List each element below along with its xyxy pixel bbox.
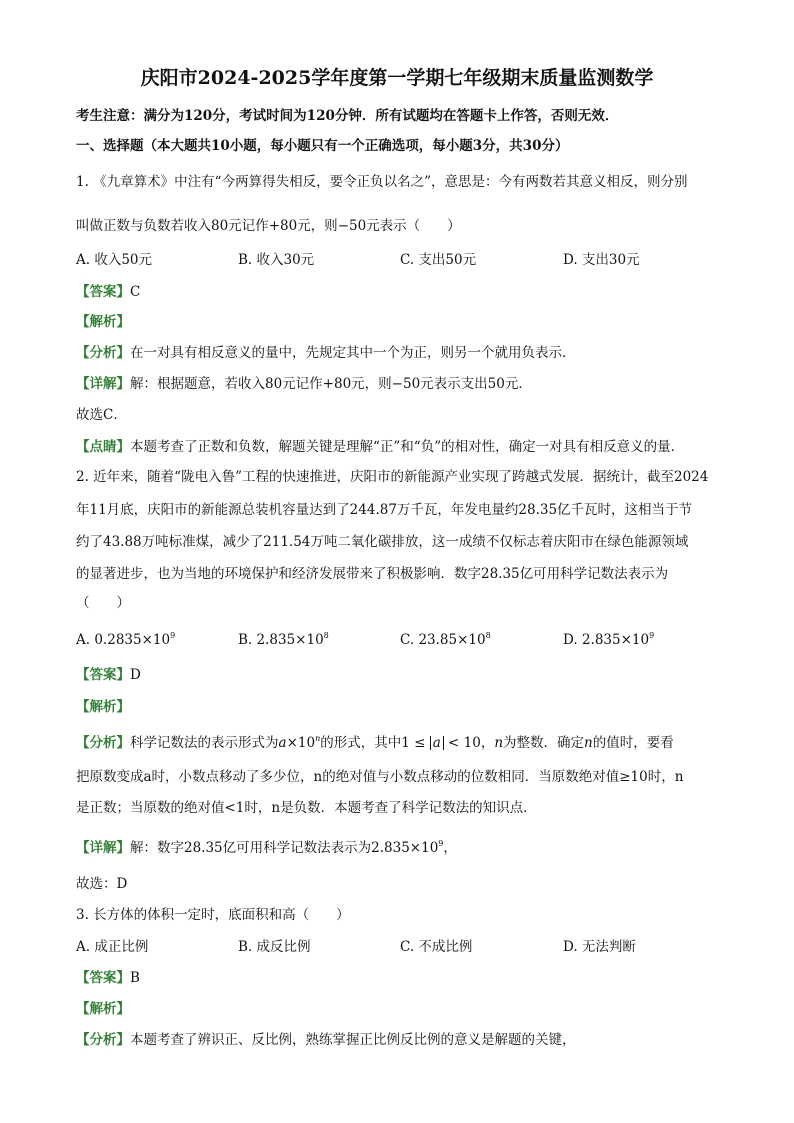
option-label: A. <box>76 632 91 648</box>
q2-fenxi-line2: 把原数变成a时，小数点移动了多少位，n的绝对值与小数点移动的位数相同．当原数绝对值≥10时，n <box>76 769 684 785</box>
q2-option-d <box>563 630 654 650</box>
option-base: 2.835×10 <box>581 632 650 648</box>
q2-stem-line2: 年11月底，庆阳市的新能源总装机容量达到了244.87万千瓦，年发电量约28.35亿千瓦时，这相当于节 <box>76 502 693 518</box>
analysis-tag: 【解析】 <box>76 314 130 330</box>
option-exponent: 8 <box>323 631 329 640</box>
answer-tag: 【答案】 <box>76 667 130 683</box>
math-ineq: 1 ≤ <box>401 735 430 751</box>
q2-detail-exponent: 9 <box>438 839 444 848</box>
q2-fenxi-line3: 是正数；当原数的绝对值<1时，n是负数．本题考查了科学记数法的知识点． <box>76 800 537 816</box>
q1-stem-line1: 1. 《九章算术》中注有“今两算得失相反，要令正负以名之”，意思是：今有两数若其意义相反，则分别 <box>76 174 688 190</box>
q2-option-c <box>400 630 491 650</box>
q2-answer <box>76 665 141 685</box>
q2-answer-value: D <box>130 667 141 683</box>
q3-option-b: B. 成反比例 <box>238 939 311 955</box>
option-label: D. <box>563 632 578 648</box>
option-label: B. <box>238 632 253 648</box>
q1-dianjing <box>76 437 684 457</box>
q3-option-a: A. 成正比例 <box>76 939 149 955</box>
q1-analysis-heading <box>76 312 130 332</box>
text: ， <box>443 840 457 856</box>
q1-detail-text: 解：根据题意，若收入80元记作+80元，则−50元表示支出50元． <box>130 376 532 392</box>
q2-option-a <box>76 630 175 650</box>
q1-option-c: C. 支出50元 <box>400 252 477 268</box>
q1-option-b: B. 收入30元 <box>238 252 315 268</box>
q3-stem-line1: 3. 长方体的体积一定时，底面积和高（ ） <box>76 907 350 923</box>
detail-tag: 【详解】 <box>76 840 130 856</box>
q3-fenxi <box>76 1030 576 1050</box>
q1-stem-text: 叫做正数与负数若收入80元记作 <box>76 218 269 234</box>
q1-option-d: D. 支出30元 <box>563 252 640 268</box>
detail-tag: 【详解】 <box>76 376 130 392</box>
dianjing-tag: 【点睛】 <box>76 439 130 455</box>
q2-detail-text: 解：数字28.35亿可用科学记数法表示为 <box>130 840 372 856</box>
option-label: C. <box>400 632 415 648</box>
q3-fenxi-text: 本题考查了辨识正、反比例，熟练掌握正比例反比例的意义是解题的关键， <box>130 1032 576 1048</box>
q1-answer <box>76 282 140 302</box>
q1-option-a: A. 收入50元 <box>76 252 153 268</box>
option-base: 0.2835×10 <box>94 632 171 648</box>
fenxi-tag: 【分析】 <box>76 1032 130 1048</box>
q2-detail-value: 2.835×10 <box>371 840 439 856</box>
text: 科学记数法的表示形式为 <box>130 735 279 751</box>
q1-stem-text: 元表示（ ） <box>366 218 461 234</box>
fenxi-tag: 【分析】 <box>76 345 130 361</box>
math-ineq: < 10 <box>443 735 481 751</box>
math-n: n <box>494 735 504 751</box>
page-title: 庆阳市2024-2025学年度第一学期七年级期末质量监测数学 <box>140 67 654 89</box>
q1-stem-text: 元，则 <box>297 218 338 234</box>
q1-value-minus50: −50 <box>337 218 367 234</box>
q1-stem-line2 <box>76 216 461 236</box>
answer-tag: 【答案】 <box>76 970 130 986</box>
q3-option-c: C. 不成比例 <box>400 939 473 955</box>
q1-fenxi-text: 在一对具有相反意义的量中，先规定其中一个为正，则另一个就用负表示． <box>130 345 576 361</box>
text: ， <box>480 735 495 751</box>
q2-stem-line3: 约了43.88万吨标准煤，减少了211.54万吨二氧化碳排放，这一成绩不仅标志着庆阳市在绿色能源领域 <box>76 534 689 550</box>
q1-fenxi <box>76 343 576 363</box>
answer-tag: 【答案】 <box>76 284 130 300</box>
q2-option-b <box>238 630 329 650</box>
option-exponent: 9 <box>170 631 176 640</box>
q2-analysis-heading <box>76 697 130 717</box>
q3-option-d: D. 无法判断 <box>563 939 636 955</box>
q2-conclusion: 故选：D <box>76 876 128 892</box>
q2-stem-line5: （ ） <box>76 595 130 611</box>
analysis-tag: 【解析】 <box>76 699 130 715</box>
text: 的值时，要看 <box>592 735 674 751</box>
text: ×10 <box>286 735 316 751</box>
abs-a: a <box>430 736 444 750</box>
section-heading-choice: 一、选择题（本大题共10小题，每小题只有一个正确选项，每小题3分，共30分） <box>76 138 569 154</box>
option-base: 2.835×10 <box>256 632 324 648</box>
analysis-tag: 【解析】 <box>76 1001 130 1017</box>
q2-stem-line4: 的显著进步，也为当地的环境保护和经济发展带来了积极影响．数字28.35亿可用科学记数法表示为 <box>76 566 669 582</box>
q1-detail <box>76 374 532 394</box>
exam-notice: 考生注意：满分为120分，考试时间为120分钟．所有试题均在答题卡上作答，否则无效． <box>76 108 619 124</box>
fenxi-tag: 【分析】 <box>76 735 130 751</box>
text: 的形式，其中 <box>320 735 402 751</box>
q2-fenxi-line1 <box>76 733 674 753</box>
q1-dianjing-text: 本题考查了正数和负数，解题关键是理解“正”和“负”的相对性，确定一对具有相反意义的量． <box>130 439 685 455</box>
option-exponent: 8 <box>485 631 491 640</box>
text: 为整数．确定 <box>503 735 585 751</box>
q2-detail <box>76 838 457 858</box>
q1-answer-value: C <box>130 284 141 300</box>
q2-stem-line1: 2. 近年来，随着“陇电入鲁”工程的快速推进，庆阳市的新能源产业实现了跨越式发展．据统计，截至2024 <box>76 469 709 485</box>
q3-answer-value: B <box>130 970 140 986</box>
option-exponent: 9 <box>649 631 655 640</box>
q3-analysis-heading <box>76 999 130 1019</box>
q3-answer <box>76 968 140 988</box>
option-base: 23.85×10 <box>418 632 486 648</box>
q1-conclusion: 故选C． <box>76 407 127 423</box>
q1-value-plus80: +80 <box>268 218 298 234</box>
math-a: a <box>278 735 287 751</box>
math-n: n <box>315 734 321 743</box>
math-n: n <box>584 735 593 751</box>
